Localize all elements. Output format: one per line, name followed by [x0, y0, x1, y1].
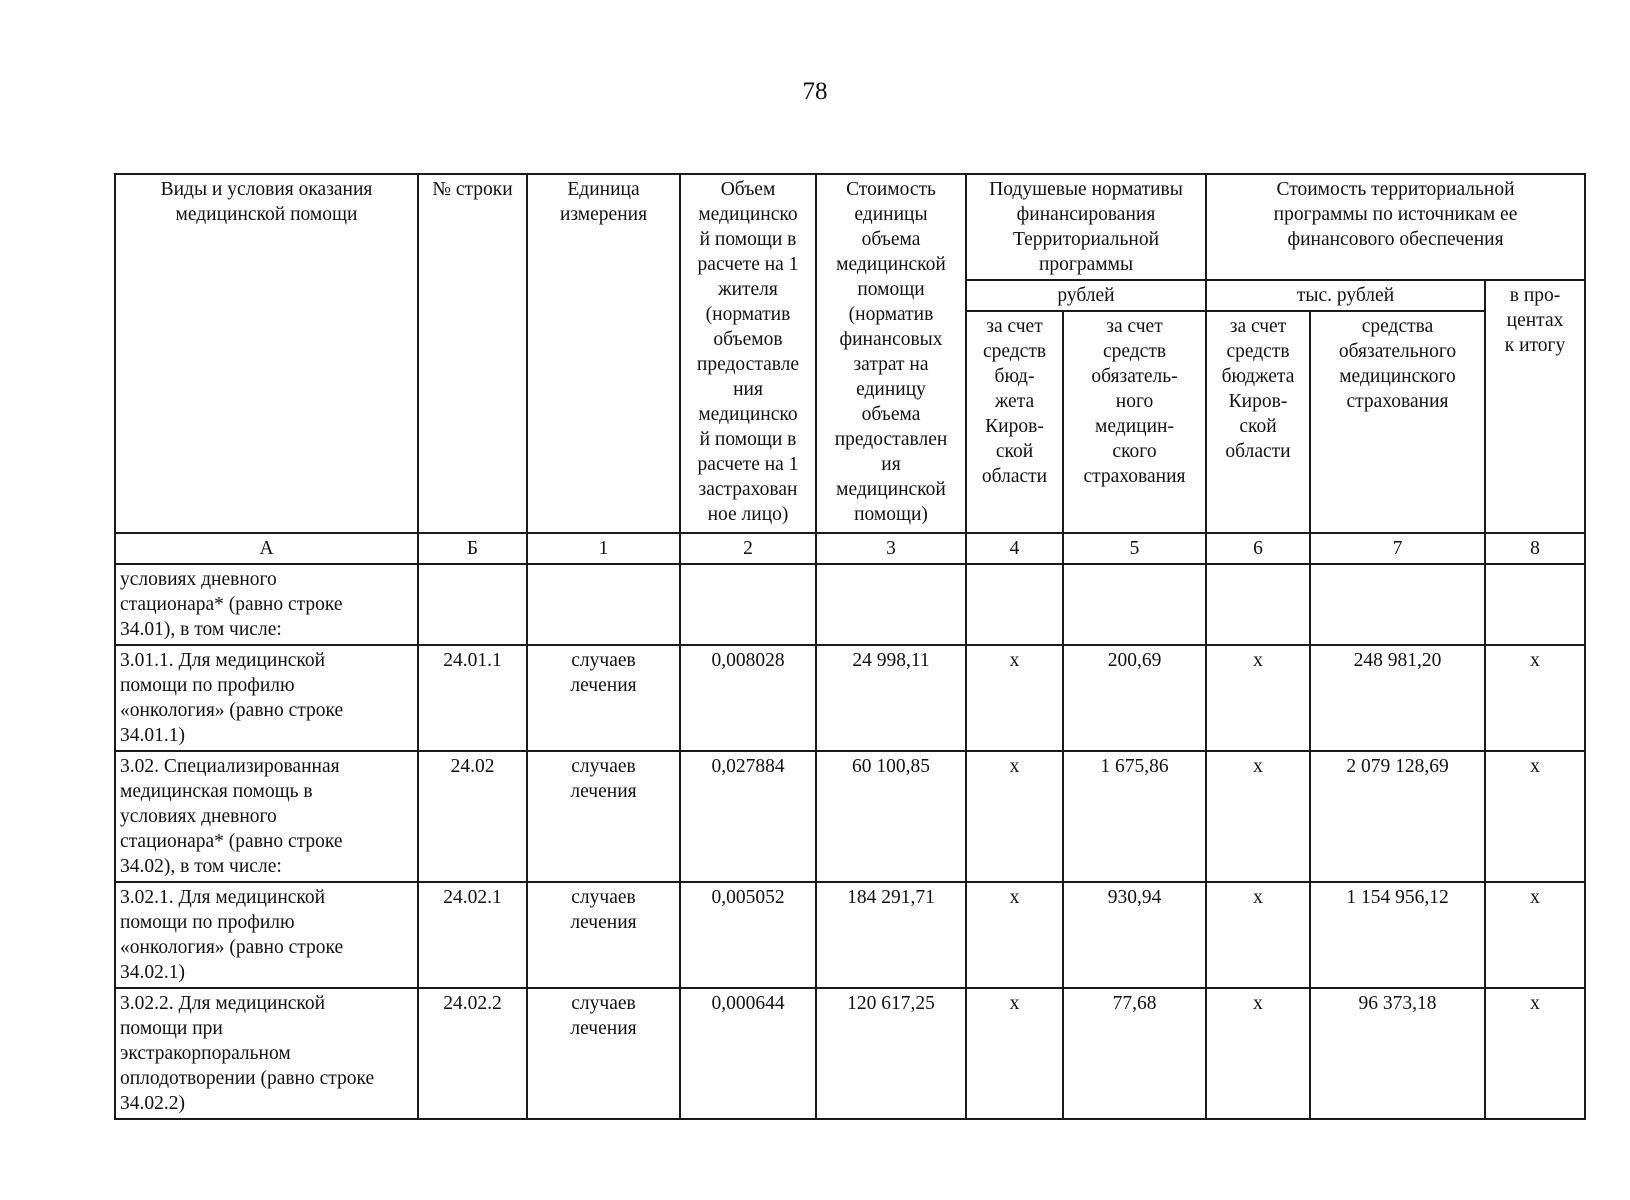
index-cell: Б	[418, 533, 527, 564]
row-cost: 24 998,11	[816, 645, 966, 751]
header-col-7: средства обязательного медицинского страхования	[1310, 311, 1485, 533]
header-col-1: Единица измерения	[527, 174, 680, 533]
row-oms-total: 248 981,20	[1310, 645, 1485, 751]
header-col-8: в про- центах к итогу	[1485, 280, 1585, 533]
index-cell: 4	[966, 533, 1063, 564]
row-oms-total	[1310, 564, 1485, 645]
index-cell: 6	[1206, 533, 1310, 564]
row-oms-per-capita: 200,69	[1063, 645, 1206, 751]
header-group-cost: Стоимость территориальной программы по источникам ее финансового обеспечения	[1206, 174, 1585, 280]
row-line: 24.02	[418, 751, 527, 882]
header-rubles: рублей	[966, 280, 1206, 311]
index-cell: 2	[680, 533, 816, 564]
row-percent: x	[1485, 751, 1585, 882]
row-budget-total: x	[1206, 882, 1310, 988]
row-line	[418, 564, 527, 645]
row-unit: случаев лечения	[527, 751, 680, 882]
header-col-a: Виды и условия оказания медицинской помощи	[115, 174, 418, 533]
header-col-b: № строки	[418, 174, 527, 533]
row-budget-total: x	[1206, 988, 1310, 1119]
row-volume: 0,008028	[680, 645, 816, 751]
row-line: 24.01.1	[418, 645, 527, 751]
header-thousand-rubles: тыс. рублей	[1206, 280, 1485, 311]
row-oms-per-capita	[1063, 564, 1206, 645]
index-cell: 7	[1310, 533, 1485, 564]
row-name: 3.02. Специализированная медицинская помощь в условиях дневного стационара* (равно строке 34.02), в том числе:	[115, 751, 418, 882]
table-row	[115, 751, 1585, 882]
row-percent: x	[1485, 645, 1585, 751]
row-volume: 0,027884	[680, 751, 816, 882]
row-oms-per-capita: 77,68	[1063, 988, 1206, 1119]
row-oms-per-capita: 1 675,86	[1063, 751, 1206, 882]
row-budget-per-capita: x	[966, 882, 1063, 988]
row-budget-per-capita	[966, 564, 1063, 645]
index-row	[115, 533, 1585, 564]
row-budget-per-capita: x	[966, 988, 1063, 1119]
row-name: условиях дневного стационара* (равно строке 34.01), в том числе:	[115, 564, 418, 645]
row-volume: 0,000644	[680, 988, 816, 1119]
row-oms-total: 96 373,18	[1310, 988, 1485, 1119]
row-percent	[1485, 564, 1585, 645]
row-unit: случаев лечения	[527, 988, 680, 1119]
index-cell: 8	[1485, 533, 1585, 564]
row-cost: 184 291,71	[816, 882, 966, 988]
header-col-6: за счет средств бюджета Киров- ской области	[1206, 311, 1310, 533]
page-number: 78	[802, 78, 828, 105]
row-oms-total: 1 154 956,12	[1310, 882, 1485, 988]
row-unit: случаев лечения	[527, 645, 680, 751]
row-percent: x	[1485, 882, 1585, 988]
row-unit: случаев лечения	[527, 882, 680, 988]
header-col-3: Стоимость единицы объема медицинской помощи (норматив финансовых затрат на единицу объема предоставлен ия медицинской помощи)	[816, 174, 966, 533]
row-unit	[527, 564, 680, 645]
row-line: 24.02.2	[418, 988, 527, 1119]
row-name: 3.01.1. Для медицинской помощи по профилю «онкология» (равно строке 34.01.1)	[115, 645, 418, 751]
row-budget-per-capita: x	[966, 751, 1063, 882]
index-cell: 1	[527, 533, 680, 564]
row-volume	[680, 564, 816, 645]
row-budget-total: x	[1206, 645, 1310, 751]
header-group-per-capita: Подушевые нормативы финансирования Территориальной программы	[966, 174, 1206, 280]
financing-table	[114, 173, 1586, 1120]
index-cell: 5	[1063, 533, 1206, 564]
index-cell: А	[115, 533, 418, 564]
header-col-4: за счет средств бюд- жета Киров- ской области	[966, 311, 1063, 533]
row-cost: 60 100,85	[816, 751, 966, 882]
table-row	[115, 645, 1585, 751]
header-row-1	[115, 174, 1585, 280]
table-row	[115, 988, 1585, 1119]
row-oms-per-capita: 930,94	[1063, 882, 1206, 988]
row-budget-total	[1206, 564, 1310, 645]
row-line: 24.02.1	[418, 882, 527, 988]
header-col-2: Объем медицинско й помощи в расчете на 1 жителя (норматив объемов предоставле ния медицинско й помощи в расчете на 1 застрахован ное лицо)	[680, 174, 816, 533]
table-row	[115, 882, 1585, 988]
row-oms-total: 2 079 128,69	[1310, 751, 1485, 882]
row-budget-per-capita: x	[966, 645, 1063, 751]
header-col-5: за счет средств обязатель- ного медицин- ского страхования	[1063, 311, 1206, 533]
row-cost	[816, 564, 966, 645]
row-name: 3.02.1. Для медицинской помощи по профилю «онкология» (равно строке 34.02.1)	[115, 882, 418, 988]
index-cell: 3	[816, 533, 966, 564]
row-budget-total: x	[1206, 751, 1310, 882]
row-volume: 0,005052	[680, 882, 816, 988]
row-percent: x	[1485, 988, 1585, 1119]
row-name: 3.02.2. Для медицинской помощи при экстракорпоральном оплодотворении (равно строке 34.02.2)	[115, 988, 418, 1119]
row-cost: 120 617,25	[816, 988, 966, 1119]
table-row	[115, 564, 1585, 645]
